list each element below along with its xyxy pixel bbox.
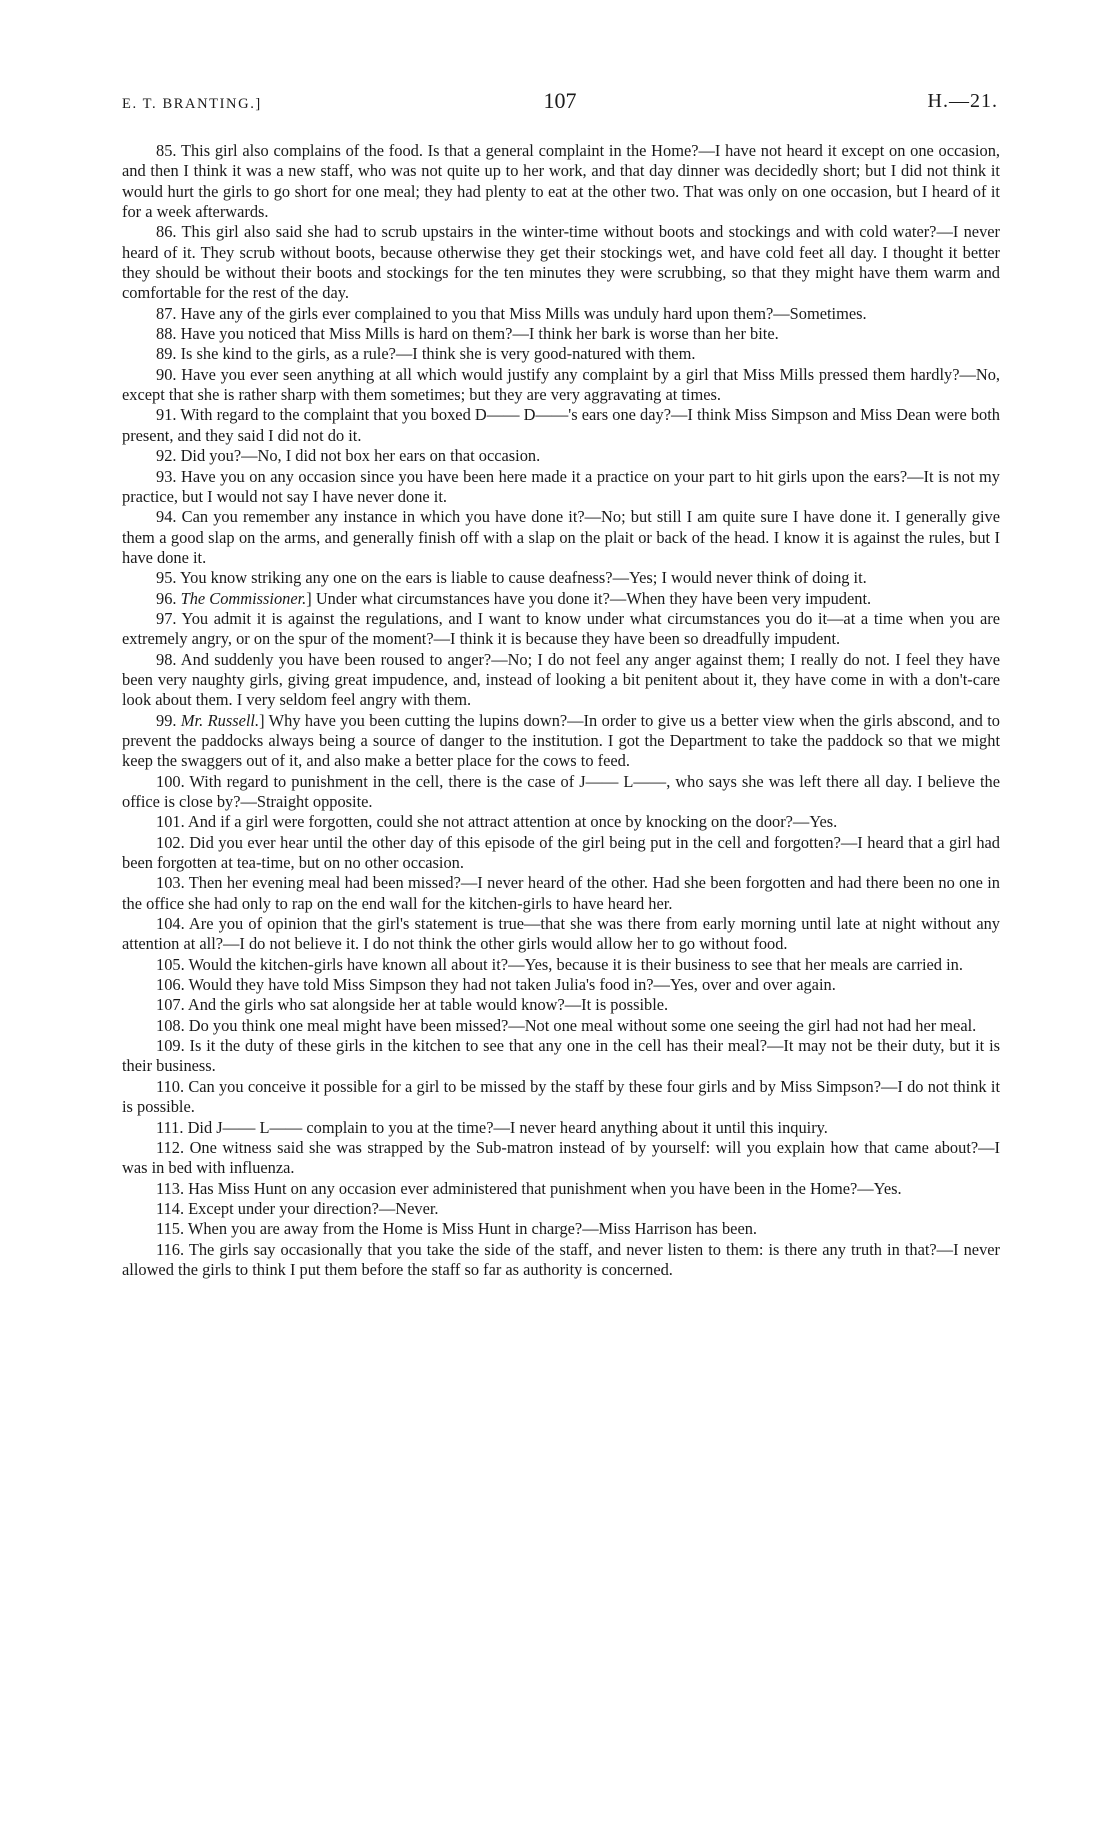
paragraph-99 <box>122 711 1000 772</box>
paragraph-text: ] Why have you been cutting the lupins down?—In order to give us a better view when the girls abscond, and to prevent the paddocks always being a source of danger to the institution. I got the Department to take the paddock so that we might keep the swaggers out of it, and also make a better place for the cows to feed. <box>122 710 1000 771</box>
header-witness-name: E. T. BRANTING.] <box>122 96 262 112</box>
paragraph-95: 95. You know striking any one on the ears is liable to cause deafness?—Yes; I would never think of doing it. <box>156 568 867 588</box>
paragraph-94: 94. Can you remember any instance in which you have done it?—No; but still I am quite sure I have done it. I generally give them a good slap on the arms, and generally finish off with a slap on the plait or back of the head. I know it is against the rules, but I have done it. <box>122 507 1000 567</box>
paragraph-88: 88. Have you noticed that Miss Mills is hard on them?—I think her bark is worse than her bite. <box>156 324 779 344</box>
paragraph-103: 103. Then her evening meal had been missed?—I never heard of the other. Had she been forgotten and had there been no one in the office she had only to rap on the end wall for the kitchen-girls to have heard her. <box>122 873 1000 913</box>
transcript-body <box>122 141 1000 1280</box>
question-number: 99. <box>156 710 181 730</box>
paragraph-105: 105. Would the kitchen-girls have known all about it?—Yes, because it is their business to see that her meals are carried in. <box>156 954 963 974</box>
speaker-name: Mr. Russell. <box>180 710 260 730</box>
paragraph-91: 91. With regard to the complaint that you boxed D—— D——'s ears one day?—I think Miss Simpson and Miss Dean were both present, and they said I did not do it. <box>122 405 1000 445</box>
paragraph-96 <box>122 589 1000 609</box>
paragraph-112: 112. One witness said she was strapped by the Sub-matron instead of by yourself: will you explain how that came about?—I was in bed with influenza. <box>122 1137 1000 1178</box>
running-header <box>122 88 998 116</box>
paragraph-85: 85. This girl also complains of the food. Is that a general complaint in the Home?—I have not heard it except on one occasion, and then I think it was a new staff, who was not quite up to her work, and that day dinner was decidedly short; but I did not think it would hurt the girls to go short for one meal; they had plenty to eat at the other two. That was only on one occasion, but I heard of it for a week afterwards. <box>122 141 1000 222</box>
report-reference: H.—21. <box>927 90 998 112</box>
paragraph-110: 110. Can you conceive it possible for a girl to be missed by the staff by these four girls and by Miss Simpson?—I do not think it is possible. <box>122 1076 1000 1117</box>
paragraph-text: ] Under what circumstances have you done it?—When they have been very impudent. <box>306 588 872 608</box>
paragraph-113: 113. Has Miss Hunt on any occasion ever administered that punishment when you have been in the Home?—Yes. <box>156 1178 902 1198</box>
paragraph-115: 115. When you are away from the Home is Miss Hunt in charge?—Miss Harrison has been. <box>156 1219 758 1239</box>
paragraph-104: 104. Are you of opinion that the girl's statement is true—that she was there from early morning until late at night without any attention at all?—I do not believe it. I do not think the other girls would allow her to go without food. <box>122 914 1000 954</box>
paragraph-97: 97. You admit it is against the regulations, and I want to know under what circumstances you do it—at a time when you are extremely angry, or on the spur of the moment?—I think it is because they have been so dreadfully impudent. <box>122 608 1000 649</box>
paragraph-106: 106. Would they have told Miss Simpson they had not taken Julia's food in?—Yes, over and over again. <box>156 975 836 995</box>
paragraph-101: 101. And if a girl were forgotten, could she not attract attention at once by knocking on the door?—Yes. <box>156 812 838 832</box>
paragraph-102: 102. Did you ever hear until the other day of this episode of the girl being put in the cell and forgotten?—I heard that a girl had been forgotten at tea-time, but on no other occasion. <box>122 832 1000 873</box>
paragraph-111: 111. Did J—— L—— complain to you at the time?—I never heard anything about it until this inquiry. <box>156 1117 828 1137</box>
paragraph-108: 108. Do you think one meal might have been missed?—Not one meal without some one seeing the girl had not had her meal. <box>156 1015 977 1035</box>
paragraph-116: 116. The girls say occasionally that you take the side of the staff, and never listen to them: is there any truth in that?—I never allowed the girls to think I put them before the staff so far as authority is concerned. <box>122 1239 1000 1279</box>
paragraph-86: 86. This girl also said she had to scrub upstairs in the winter-time without boots and stockings and with cold water?—I never heard of it. They scrub without boots, because otherwise they get their stockings wet, and have cold feet all day. I thought it better they should be without their boots and stockings for the ten minutes they were scrubbing, so that they might have them warm and comfortable for the rest of the day. <box>122 222 1000 303</box>
paragraph-109: 109. Is it the duty of these girls in the kitchen to see that any one in the cell has their meal?—It may not be their duty, but it is their business. <box>122 1036 1000 1076</box>
paragraph-107: 107. And the girls who sat alongside her at table would know?—It is possible. <box>156 995 669 1015</box>
speaker-name: The Commissioner. <box>180 588 307 608</box>
paragraph-92: 92. Did you?—No, I did not box her ears on that occasion. <box>156 446 541 466</box>
paragraph-89: 89. Is she kind to the girls, as a rule?—I think she is very good-natured with them. <box>156 344 696 364</box>
question-number: 96. <box>156 588 181 608</box>
paragraph-100: 100. With regard to punishment in the cell, there is the case of J—— L——, who says she was left there all day. I believe the office is close by?—Straight opposite. <box>122 771 1000 811</box>
paragraph-87: 87. Have any of the girls ever complained to you that Miss Mills was unduly hard upon them?—Sometimes. <box>156 303 867 323</box>
paragraph-90: 90. Have you ever seen anything at all which would justify any complaint by a girl that Miss Mills pressed them hardly?—No, except that she is rather sharp with them sometimes; but they are very aggravating at times. <box>122 364 1000 405</box>
paragraph-98: 98. And suddenly you have been roused to anger?—No; I do not feel any anger against them; I really do not. I feel they have been very naughty girls, giving great impudence, and, instead of looking a bit penitent about it, they have come in with a don't-care look about them. I very seldom feel angry with them. <box>122 649 1000 710</box>
paragraph-114: 114. Except under your direction?—Never. <box>156 1198 439 1218</box>
page-number: 107 <box>543 88 577 113</box>
paragraph-93: 93. Have you on any occasion since you have been here made it a practice on your part to hit girls upon the ears?—It is not my practice, but I would not say I have never done it. <box>122 466 1000 506</box>
